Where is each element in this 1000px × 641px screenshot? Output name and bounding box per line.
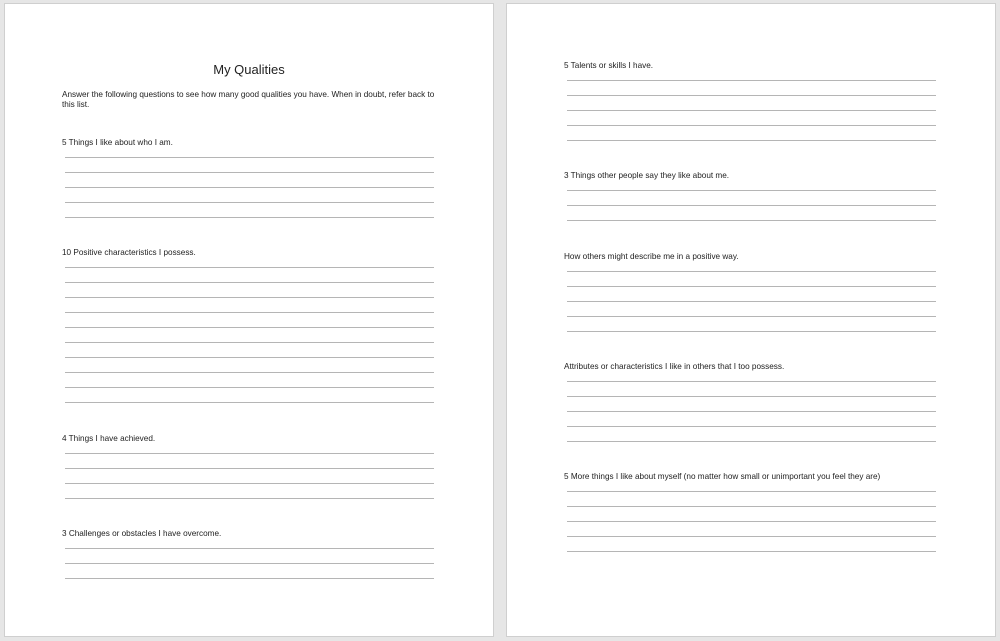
answer-line[interactable] [65, 388, 434, 403]
answer-lines [567, 486, 936, 552]
answer-line[interactable] [567, 126, 936, 141]
section-label: Attributes or characteristics I like in others that I too possess. [564, 362, 785, 371]
worksheet-page-left [4, 3, 494, 637]
section-label: 5 More things I like about myself (no matter how small or unimportant you feel they are) [564, 472, 881, 481]
answer-line[interactable] [567, 492, 936, 507]
section-shared-attributes [564, 362, 944, 442]
section-positive-characteristics [62, 248, 442, 403]
section-label: 5 Talents or skills I have. [564, 61, 654, 70]
answer-line[interactable] [65, 564, 434, 579]
answer-line[interactable] [567, 507, 936, 522]
answer-line[interactable] [567, 397, 936, 412]
section-label: 5 Things I like about who I am. [62, 138, 173, 147]
answer-line[interactable] [65, 373, 434, 388]
answer-line[interactable] [65, 454, 434, 469]
answer-line[interactable] [65, 173, 434, 188]
section-positive-description [564, 252, 944, 332]
answer-lines [567, 75, 936, 141]
section-label: 10 Positive characteristics I possess. [62, 248, 196, 257]
answer-line[interactable] [567, 382, 936, 397]
answer-lines [65, 543, 434, 579]
answer-line[interactable] [567, 317, 936, 332]
answer-line[interactable] [567, 522, 936, 537]
answer-lines [567, 185, 936, 221]
section-challenges-overcome [62, 529, 442, 579]
answer-line[interactable] [567, 302, 936, 317]
answer-line[interactable] [65, 268, 434, 283]
answer-line[interactable] [567, 96, 936, 111]
answer-line[interactable] [65, 484, 434, 499]
answer-lines [65, 152, 434, 218]
answer-lines [567, 266, 936, 332]
answer-line[interactable] [65, 298, 434, 313]
answer-line[interactable] [65, 328, 434, 343]
answer-line[interactable] [65, 203, 434, 218]
answer-line[interactable] [567, 81, 936, 96]
answer-line[interactable] [65, 313, 434, 328]
answer-line[interactable] [65, 469, 434, 484]
answer-line[interactable] [65, 343, 434, 358]
answer-line[interactable] [65, 358, 434, 373]
answer-lines [567, 376, 936, 442]
section-talents-skills [564, 61, 944, 141]
page-title: My Qualities [213, 62, 285, 77]
answer-line[interactable] [65, 188, 434, 203]
answer-line[interactable] [65, 283, 434, 298]
answer-line[interactable] [567, 191, 936, 206]
section-things-i-like [62, 138, 442, 218]
answer-line[interactable] [567, 206, 936, 221]
answer-line[interactable] [65, 549, 434, 564]
answer-lines [65, 262, 434, 403]
worksheet-page-right [506, 3, 996, 637]
section-label: 4 Things I have achieved. [62, 434, 156, 443]
answer-line[interactable] [567, 272, 936, 287]
section-label: 3 Things other people say they like about me. [564, 171, 730, 180]
section-what-others-like [564, 171, 944, 221]
answer-line[interactable] [567, 111, 936, 126]
answer-line[interactable] [65, 158, 434, 173]
answer-line[interactable] [567, 412, 936, 427]
answer-lines [65, 448, 434, 499]
section-more-things-i-like [564, 472, 944, 552]
instructions-text: Answer the following questions to see how many good qualities you have. When in doubt, refer back to this list. [62, 90, 435, 109]
section-label: How others might describe me in a positive way. [564, 252, 739, 261]
section-achievements [62, 434, 442, 499]
answer-line[interactable] [567, 537, 936, 552]
answer-line[interactable] [567, 287, 936, 302]
section-label: 3 Challenges or obstacles I have overcome. [62, 529, 222, 538]
answer-line[interactable] [567, 427, 936, 442]
